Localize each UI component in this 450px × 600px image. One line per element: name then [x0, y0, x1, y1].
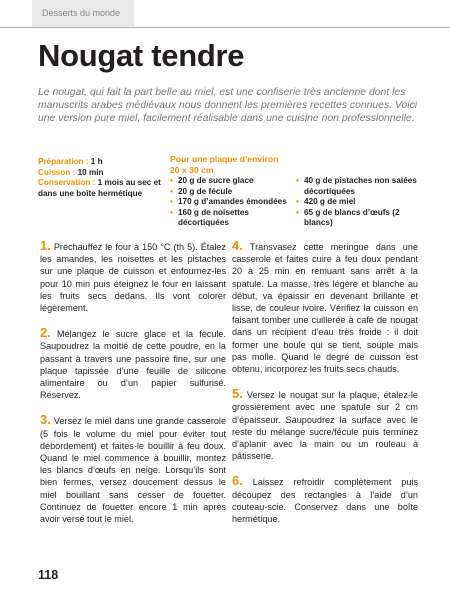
ingredient-item: • 420 g de miel — [296, 197, 421, 208]
page-number: 118 — [38, 568, 59, 582]
step-number: 3. — [40, 412, 51, 428]
step-4 — [232, 240, 418, 375]
ingredient-item: • 160 g de noisettes décortiquées — [170, 208, 290, 229]
ingredient-item: • 40 g de pistaches non salées décortiquées — [296, 176, 421, 197]
conservation-value: 1 mois au sec et dans une boîte hermétique — [38, 178, 161, 198]
step-number: 4. — [232, 238, 243, 253]
step-1 — [40, 240, 226, 314]
ingredient-item: • 65 g de blancs d’œufs (2 blancs) — [296, 208, 421, 229]
conservation-row — [38, 178, 166, 199]
step-text: Transvasez cette meringue dans une casserole et faites cuire à feu doux pendant 20 à 25 min en remuant sans arrêt à la spatule. La masse, très légère et blanche au début, va épaissir en devenant brillante et lisse, de couleur ivoire. Vérifiez la cuisson en faisant tomber une cuillerée à café de nougat dans un récipient d’eau très froide : il doit former une boule qui se tient, souple mais pas molle. Quand le degré de cuisson est obtenu, incorporez les fruits secs chauds. — [232, 242, 418, 375]
step-number: 6. — [232, 473, 243, 489]
step-text: Mélangez le sucre glace et la fécule. Saupoudrez la moitié de cette poudre, en la passant à travers une passoire fine, sur une plaque tapissée d’une feuille de silicone alimentaire ou d’un papier sulfurisé. Réservez. — [40, 329, 226, 401]
ingredient-item: • 170 g d’amandes émondées — [170, 197, 290, 208]
steps-column-right — [232, 240, 418, 538]
recipe-title: Nougat tendre — [38, 38, 245, 73]
ingredient-item: • 20 g de fécule — [170, 187, 290, 198]
ingredient-item: • 20 g de sucre glace — [170, 176, 290, 187]
step-6 — [232, 475, 418, 525]
step-text: Versez le nougat sur la plaque, étalez-le grossièrement avec une spatule sur 2 cm d’épaisseur. Saupoudrez la surface avec le reste du mélange sucre/fécule puis terminez d’aplanir avec la main ou un rouleau à pâtisserie. — [232, 390, 418, 462]
section-header: Desserts du monde — [32, 0, 134, 27]
preparation-row — [38, 157, 166, 168]
cuisson-value: 10 min — [77, 167, 104, 177]
step-2 — [40, 327, 226, 401]
steps-column-left — [40, 240, 226, 538]
ingredients-list-right — [296, 176, 421, 229]
step-number: 1. — [40, 238, 51, 253]
cuisson-label: Cuisson : — [38, 167, 76, 177]
step-5 — [232, 388, 418, 462]
header-rule — [0, 27, 450, 28]
conservation-label: Conservation : — [38, 178, 96, 187]
step-text: Versez le miel dans une grande casserole (5 fois le volume du miel pour éviter tout débordement) et faites-le bouillir à feu doux. Quand le miel commence à bouillir, montez les blancs d’œufs en neige. Lorsqu’ils sont bien fermes, versez doucement dessus le miel bouillant sans cesser de fouetter. Continuez de fouetter encore 1 min après avoir versé tout le miel. — [40, 416, 227, 525]
ingredients-list-left — [170, 176, 290, 229]
step-number: 2. — [40, 325, 51, 341]
preparation-value: 1 h — [90, 157, 103, 166]
step-3 — [40, 414, 226, 525]
preparation-label: Préparation : — [38, 157, 89, 166]
ingredients-title: Pour une plaque d’environ 20 x 30 cm — [170, 154, 279, 175]
step-number: 5. — [232, 386, 243, 402]
step-text: Préchauffez le four à 150 °C (th 5). Étalez les amandes, les noisettes et les pistaches sur une plaque de cuisson et enfournez-les pour 10 min puis éteignez le four en laissant les fruits secs dedans. Ils vont colorer légèrement. — [40, 242, 226, 314]
step-text: Laissez refroidir complètement puis découpez des rectangles à l’aide d’un couteau-scie. Conservez dans une boîte hermétique. — [232, 477, 418, 525]
recipe-intro: Le nougat, qui fait la part belle au miel, est une confiserie très ancienne dont les manuscrits arabes médiévaux nous donnent les premières recettes connues. Voici une version pure miel, facilement réalisable dans une cuisine non professionnelle. — [38, 87, 418, 124]
recipe-meta — [38, 157, 166, 199]
cuisson-row — [38, 168, 166, 179]
